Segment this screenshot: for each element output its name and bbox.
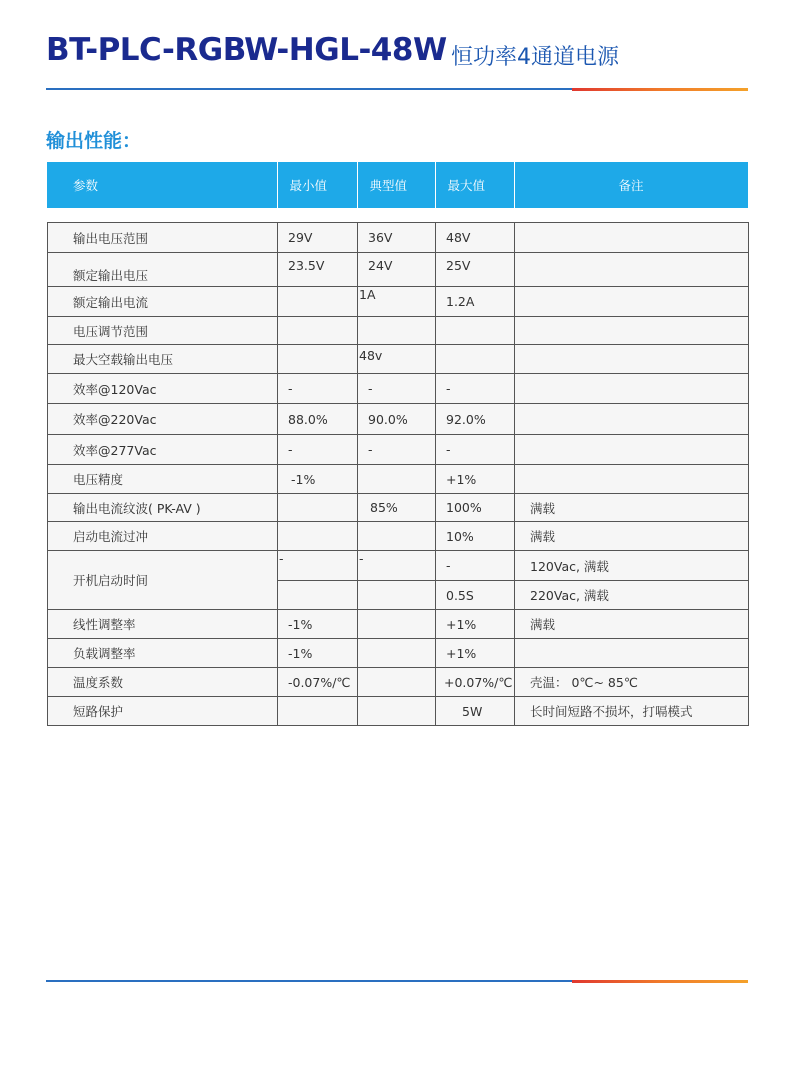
param-cell: 开机启动时间 (48, 551, 278, 610)
max-cell (436, 345, 515, 374)
min-cell (278, 522, 358, 551)
max-cell: 5W (436, 697, 515, 726)
param-cell: 效率@220Vac (48, 404, 278, 435)
table-row (48, 522, 749, 551)
table-row (48, 345, 749, 374)
min-cell: -1% (278, 465, 358, 494)
param-cell: 短路保护 (48, 697, 278, 726)
max-cell: 1.2A (436, 287, 515, 317)
header-divider (46, 88, 748, 91)
param-cell: 输出电流纹波( PK-AV ) (48, 494, 278, 522)
typ-cell (358, 317, 436, 345)
typ-cell (358, 668, 436, 697)
table-row (48, 253, 749, 287)
note-cell: 满载 (515, 522, 749, 551)
column-header-param: 参数 (47, 162, 277, 208)
footer-divider (46, 980, 748, 983)
param-cell: 输出电压范围 (48, 223, 278, 253)
min-cell: -1% (278, 610, 358, 639)
typ-cell: 36V (358, 223, 436, 253)
param-cell: 温度系数 (48, 668, 278, 697)
min-cell: 88.0% (278, 404, 358, 435)
min-cell: 23.5V (278, 253, 358, 287)
note-cell (515, 404, 749, 435)
typ-cell: - (358, 435, 436, 465)
typ-cell (358, 465, 436, 494)
output-performance-table (47, 222, 749, 726)
param-cell: 最大空载输出电压 (48, 345, 278, 374)
max-cell: 0.5S (436, 581, 515, 610)
min-cell: - (278, 551, 358, 581)
param-cell: 电压精度 (48, 465, 278, 494)
param-cell: 额定输出电压 (48, 253, 278, 287)
param-cell: 额定输出电流 (48, 287, 278, 317)
typ-cell: 85% (358, 494, 436, 522)
min-cell (278, 697, 358, 726)
table-row (48, 435, 749, 465)
param-cell: 负载调整率 (48, 639, 278, 668)
note-cell (515, 223, 749, 253)
table-row (48, 465, 749, 494)
column-header-min: 最小值 (277, 162, 357, 208)
table-row (48, 551, 749, 581)
typ-cell: 48v (358, 345, 436, 374)
note-cell (515, 287, 749, 317)
typ-cell: 1A (358, 287, 436, 317)
max-cell: 25V (436, 253, 515, 287)
table-row (48, 317, 749, 345)
min-cell: 29V (278, 223, 358, 253)
min-cell: -1% (278, 639, 358, 668)
typ-cell: - (358, 374, 436, 404)
note-cell (515, 317, 749, 345)
min-cell: - (278, 374, 358, 404)
max-cell (436, 317, 515, 345)
min-cell (278, 494, 358, 522)
param-cell: 线性调整率 (48, 610, 278, 639)
param-cell: 启动电流过冲 (48, 522, 278, 551)
max-cell: +1% (436, 639, 515, 668)
table-header (47, 162, 749, 208)
min-cell: -0.07%/℃ (278, 668, 358, 697)
note-cell: 长时间短路不损坏，打嗝模式 (515, 697, 749, 726)
max-cell: 10% (436, 522, 515, 551)
note-cell (515, 253, 749, 287)
table-row (48, 374, 749, 404)
note-cell: 220Vac, 满载 (515, 581, 749, 610)
max-cell: 48V (436, 223, 515, 253)
typ-cell (358, 697, 436, 726)
typ-cell: - (358, 551, 436, 581)
table-row (48, 287, 749, 317)
param-cell: 效率@120Vac (48, 374, 278, 404)
typ-cell: 24V (358, 253, 436, 287)
table-row (48, 494, 749, 522)
max-cell: - (436, 435, 515, 465)
note-cell: 120Vac, 满载 (515, 551, 749, 581)
min-cell (278, 581, 358, 610)
table-row (48, 610, 749, 639)
typ-cell (358, 522, 436, 551)
max-cell: - (436, 551, 515, 581)
column-header-note: 备注 (514, 162, 748, 208)
table-row (48, 668, 749, 697)
min-cell: - (278, 435, 358, 465)
note-cell (515, 435, 749, 465)
max-cell: - (436, 374, 515, 404)
column-header-max: 最大值 (435, 162, 514, 208)
max-cell: +1% (436, 610, 515, 639)
table-row (48, 639, 749, 668)
column-header-typ: 典型值 (357, 162, 435, 208)
note-cell (515, 345, 749, 374)
typ-cell (358, 581, 436, 610)
typ-cell (358, 639, 436, 668)
product-subtitle: 恒功率4通道电源 (451, 45, 619, 70)
note-cell: 满载 (515, 610, 749, 639)
max-cell: +0.07%/℃ (436, 668, 515, 697)
table-row (48, 697, 749, 726)
note-cell: 满载 (515, 494, 749, 522)
param-cell: 电压调节范围 (48, 317, 278, 345)
min-cell (278, 317, 358, 345)
model-title: BT-PLC-RGBW-HGL-48W (46, 32, 447, 68)
note-cell: 壳温： 0℃~ 85℃ (515, 668, 749, 697)
min-cell (278, 287, 358, 317)
max-cell: 92.0% (436, 404, 515, 435)
table-row (48, 223, 749, 253)
max-cell: +1% (436, 465, 515, 494)
param-cell: 效率@277Vac (48, 435, 278, 465)
page-header (46, 30, 748, 90)
note-cell (515, 465, 749, 494)
note-cell (515, 374, 749, 404)
typ-cell (358, 610, 436, 639)
min-cell (278, 345, 358, 374)
section-title: 输出性能： (46, 130, 142, 152)
max-cell: 100% (436, 494, 515, 522)
table-row (48, 404, 749, 435)
typ-cell: 90.0% (358, 404, 436, 435)
note-cell (515, 639, 749, 668)
